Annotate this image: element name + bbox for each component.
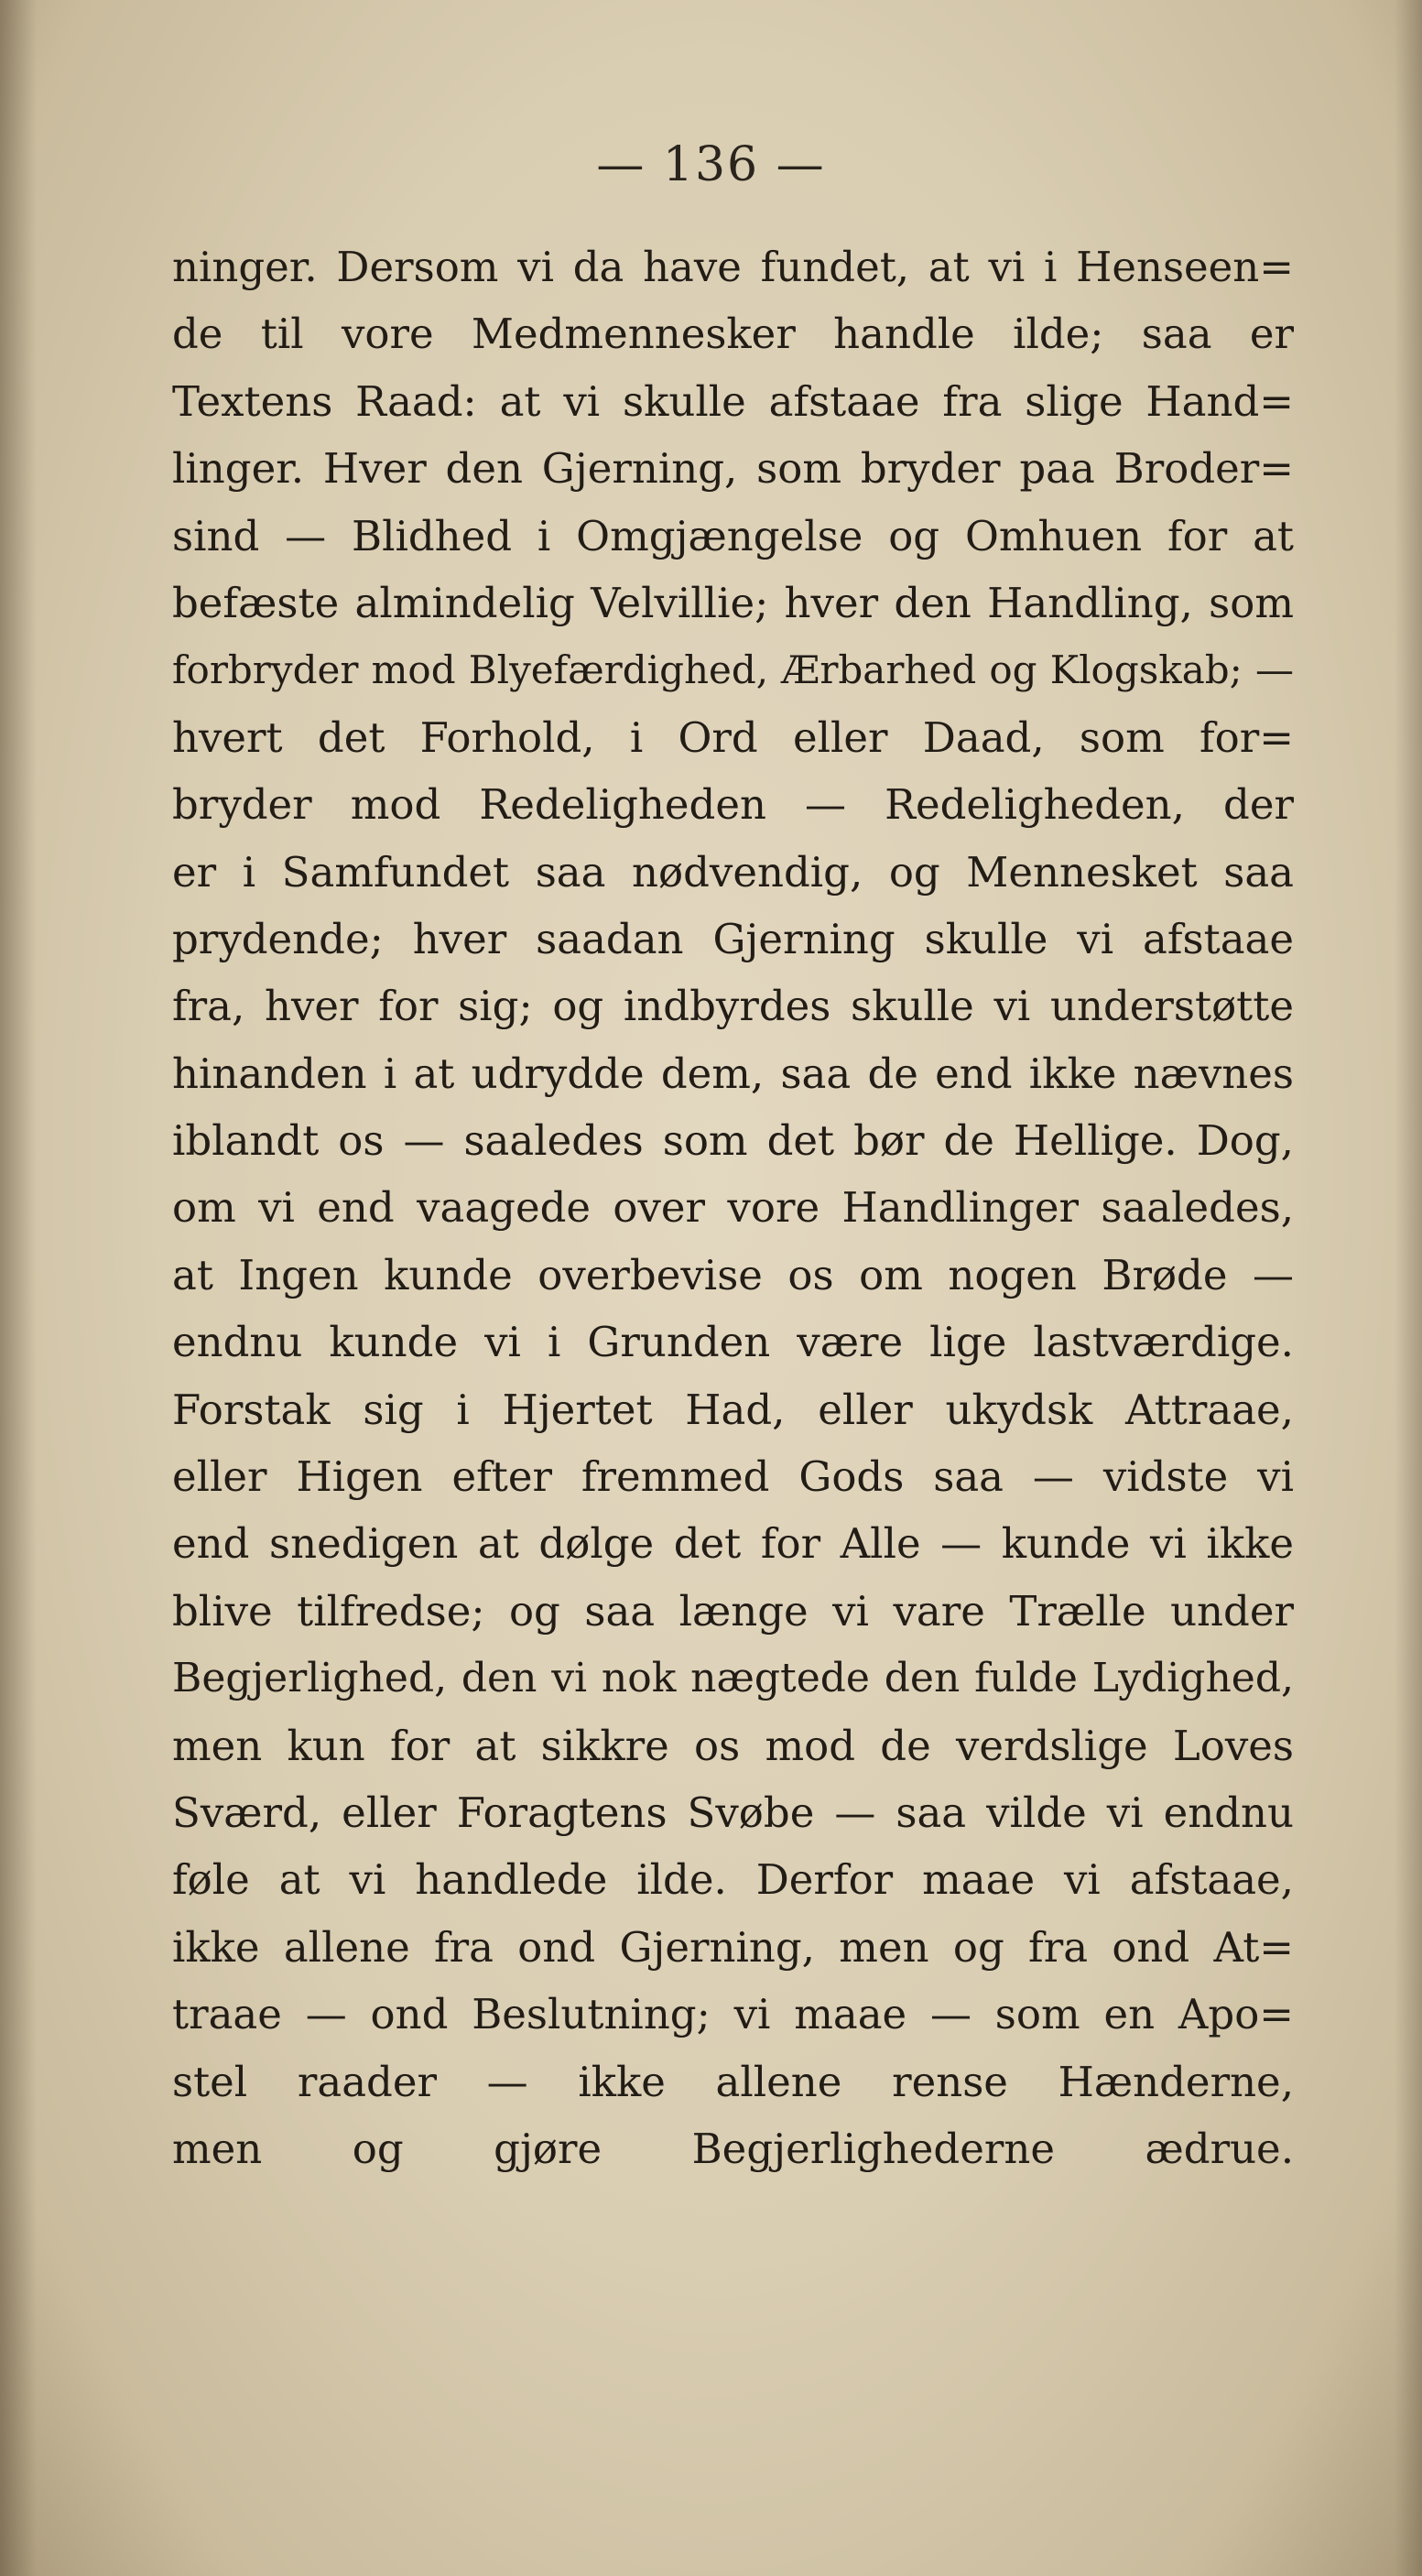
text-line: sind — Blidhed i Omgjængelse og Omhuen for at: [172, 511, 1294, 560]
text-line: ikke allene fra ond Gjerning, men og fra ond At=: [172, 1922, 1294, 1972]
text-line: de til vore Medmennesker handle ilde; saa er: [172, 310, 1294, 359]
text-line: fra, hver for sig; og indbyrdes skulle vi understøtte: [172, 982, 1294, 1031]
text-line: om vi end vaagede over vore Handlinger saaledes,: [172, 1183, 1294, 1233]
text-line: linger. Hver den Gjerning, som bryder paa Broder=: [172, 444, 1294, 494]
text-line: prydende; hver saadan Gjerning skulle vi afstaae: [172, 914, 1294, 963]
text-line: iblandt os — saaledes som det bør de Hellige. Dog,: [172, 1116, 1294, 1166]
text-line: blive tilfredse; og saa længe vi vare Trælle under: [172, 1586, 1294, 1636]
text-line: eller Higen efter fremmed Gods saa — vidste vi: [172, 1452, 1294, 1502]
text-line: er i Samfundet saa nødvendig, og Mennesket saa: [172, 847, 1294, 897]
text-line: stel raader — ikke allene rense Hænderne,: [172, 2057, 1294, 2106]
text-line: forbryder mod Blyefærdighed, Ærbarhed og Klogskab; —: [172, 647, 1294, 693]
text-line: Sværd, eller Foragtens Svøbe — saa vilde vi endnu: [172, 1788, 1294, 1837]
text-line: hinanden i at udrydde dem, saa de end ikke nævnes: [172, 1049, 1294, 1098]
body-text: [172, 234, 1294, 2182]
text-line: men og gjøre Begjerlighederne ædrue.: [172, 2124, 1294, 2173]
text-line: ninger. Dersom vi da have fundet, at vi i Henseen=: [172, 243, 1294, 291]
page-number: — 136 —: [596, 137, 826, 192]
text-line: at Ingen kunde overbevise os om nogen Brøde —: [172, 1250, 1294, 1299]
text-line: befæste almindelig Velvillie; hver den Handling, som: [172, 578, 1294, 627]
text-line: end snedigen at dølge det for Alle — kunde vi ikke: [172, 1519, 1294, 1569]
page-left-edge: [0, 0, 37, 2576]
text-line: Textens Raad: at vi skulle afstaae fra slige Hand=: [172, 376, 1294, 426]
text-line: Forstak sig i Hjertet Had, eller ukydsk Attraae,: [172, 1385, 1294, 1434]
text-line: endnu kunde vi i Grunden være lige lastværdige.: [172, 1318, 1294, 1367]
page-right-edge: [1395, 0, 1422, 2576]
text-line: men kun for at sikkre os mod de verdslige Loves: [172, 1721, 1294, 1770]
text-line: bryder mod Redeligheden — Redeligheden, der: [172, 780, 1294, 830]
text-line: traae — ond Beslutning; vi maae — som en Apo=: [172, 1990, 1294, 2039]
text-line: føle at vi handlede ilde. Derfor maae vi afstaae,: [172, 1855, 1294, 1905]
text-line: Begjerlighed, den vi nok nægtede den fulde Lydighed,: [172, 1655, 1294, 1702]
text-line: hvert det Forhold, i Ord eller Daad, som for=: [172, 712, 1294, 762]
